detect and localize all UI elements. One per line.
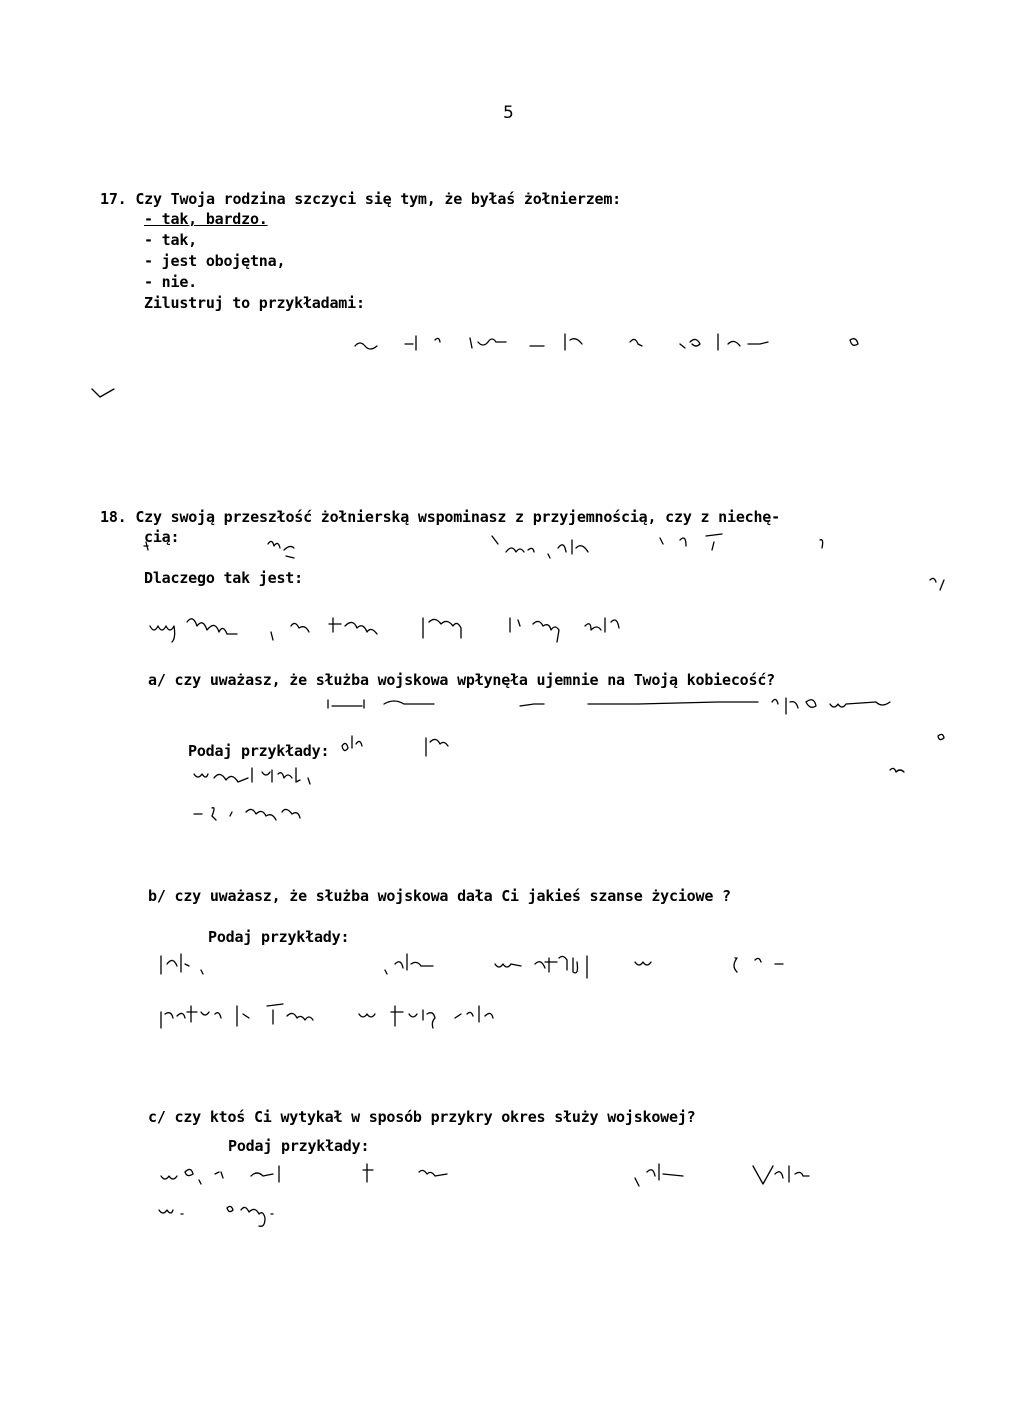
examples-label-b: Podaj przykłady:	[208, 928, 350, 946]
question-18: 18. Czy swoją przeszłość żołnierską wspominasz z przyjemnością, czy z niechę-	[100, 508, 780, 526]
handwriting-answer-a-line2	[190, 764, 450, 830]
handwriting-answer-a-line	[320, 694, 910, 718]
handwriting-check-mark	[90, 385, 120, 405]
examples-label-a: Podaj przykłady:	[188, 742, 330, 760]
why-label: Dlaczego tak jest:	[144, 569, 303, 587]
handwriting-answer-b	[155, 950, 845, 1040]
illustrate-label: Zilustruj to przykładami:	[144, 294, 365, 312]
examples-label-c: Podaj przykłady:	[228, 1137, 370, 1155]
question-c: c/ czy ktoś Ci wytykał w sposób przykry okres służy wojskowej?	[148, 1108, 696, 1126]
handwriting-answer-18	[140, 530, 970, 605]
option-obojetna: - jest obojętna,	[144, 252, 286, 270]
question-b: b/ czy uważasz, że służba wojskowa dała Ci jakieś szanse życiowe ?	[148, 887, 731, 905]
option-nie: - nie.	[144, 273, 197, 291]
handwriting-answer-17	[350, 330, 870, 365]
handwriting-answer-c	[155, 1160, 825, 1235]
question-18-cont: cią:	[144, 528, 180, 546]
handwriting-answer-18-line2	[145, 612, 845, 652]
question-a: a/ czy uważasz, że służba wojskowa wpłynęła ujemnie na Twoją kobiecość?	[148, 671, 775, 689]
option-tak-bardzo: - tak, bardzo.	[144, 210, 268, 228]
question-17: 17. Czy Twoja rodzina szczyci się tym, że byłaś żołnierzem:	[100, 190, 622, 208]
page-number: 5	[503, 103, 514, 123]
option-tak: - tak,	[144, 231, 197, 249]
